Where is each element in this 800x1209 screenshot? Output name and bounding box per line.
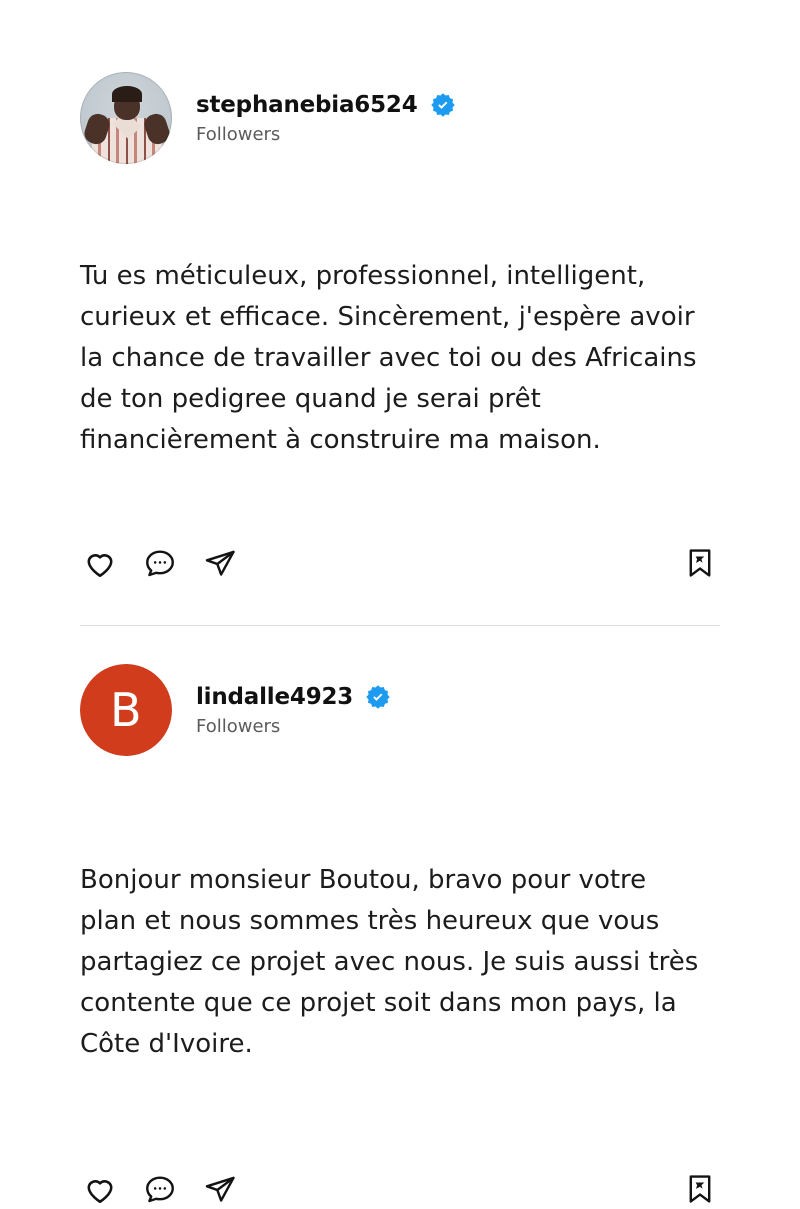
- post-text: Bonjour monsieur Boutou, bravo pour votre plan et nous sommes très heureux que vous partagiez ce projet avec nous. Je suis aussi très contente que ce projet soit dans mon pays, la Côte d'Ivoire.: [80, 865, 699, 1059]
- post-actions: [0, 543, 800, 583]
- user-subtitle: Followers: [196, 123, 281, 145]
- name-row: [196, 684, 391, 710]
- avatar-initial: B: [80, 664, 172, 756]
- post-item: [0, 626, 800, 1209]
- like-button[interactable]: [80, 1169, 120, 1209]
- post-header: [0, 72, 800, 164]
- share-button[interactable]: [200, 1169, 240, 1209]
- save-button[interactable]: [680, 1169, 720, 1209]
- comment-button[interactable]: [140, 543, 180, 583]
- avatar-ring: [80, 72, 172, 164]
- share-button[interactable]: [200, 543, 240, 583]
- avatar[interactable]: [80, 72, 172, 164]
- verified-badge-icon: [430, 92, 456, 118]
- avatar[interactable]: [80, 664, 172, 756]
- post-actions-left: [80, 1169, 240, 1209]
- post-actions-left: [80, 543, 240, 583]
- post-text: Tu es méticuleux, professionnel, intelligent, curieux et efficace. Sincèrement, j'espère avoir la chance de travailler avec toi ou des Africains de ton pedigree quand je serai prêt financièrement à construire ma maison.: [80, 261, 697, 455]
- user-subtitle: Followers: [196, 715, 281, 737]
- post-header: [0, 664, 800, 756]
- username[interactable]: stephanebia6524: [196, 91, 418, 118]
- post-item: [0, 0, 800, 583]
- like-button[interactable]: [80, 543, 120, 583]
- user-block: [196, 92, 456, 145]
- verified-badge-icon: [365, 684, 391, 710]
- user-block: [196, 684, 391, 737]
- username[interactable]: lindalle4923: [196, 683, 354, 710]
- name-row: [196, 92, 456, 118]
- save-button[interactable]: [680, 543, 720, 583]
- comment-button[interactable]: [140, 1169, 180, 1209]
- post-actions: [0, 1169, 800, 1209]
